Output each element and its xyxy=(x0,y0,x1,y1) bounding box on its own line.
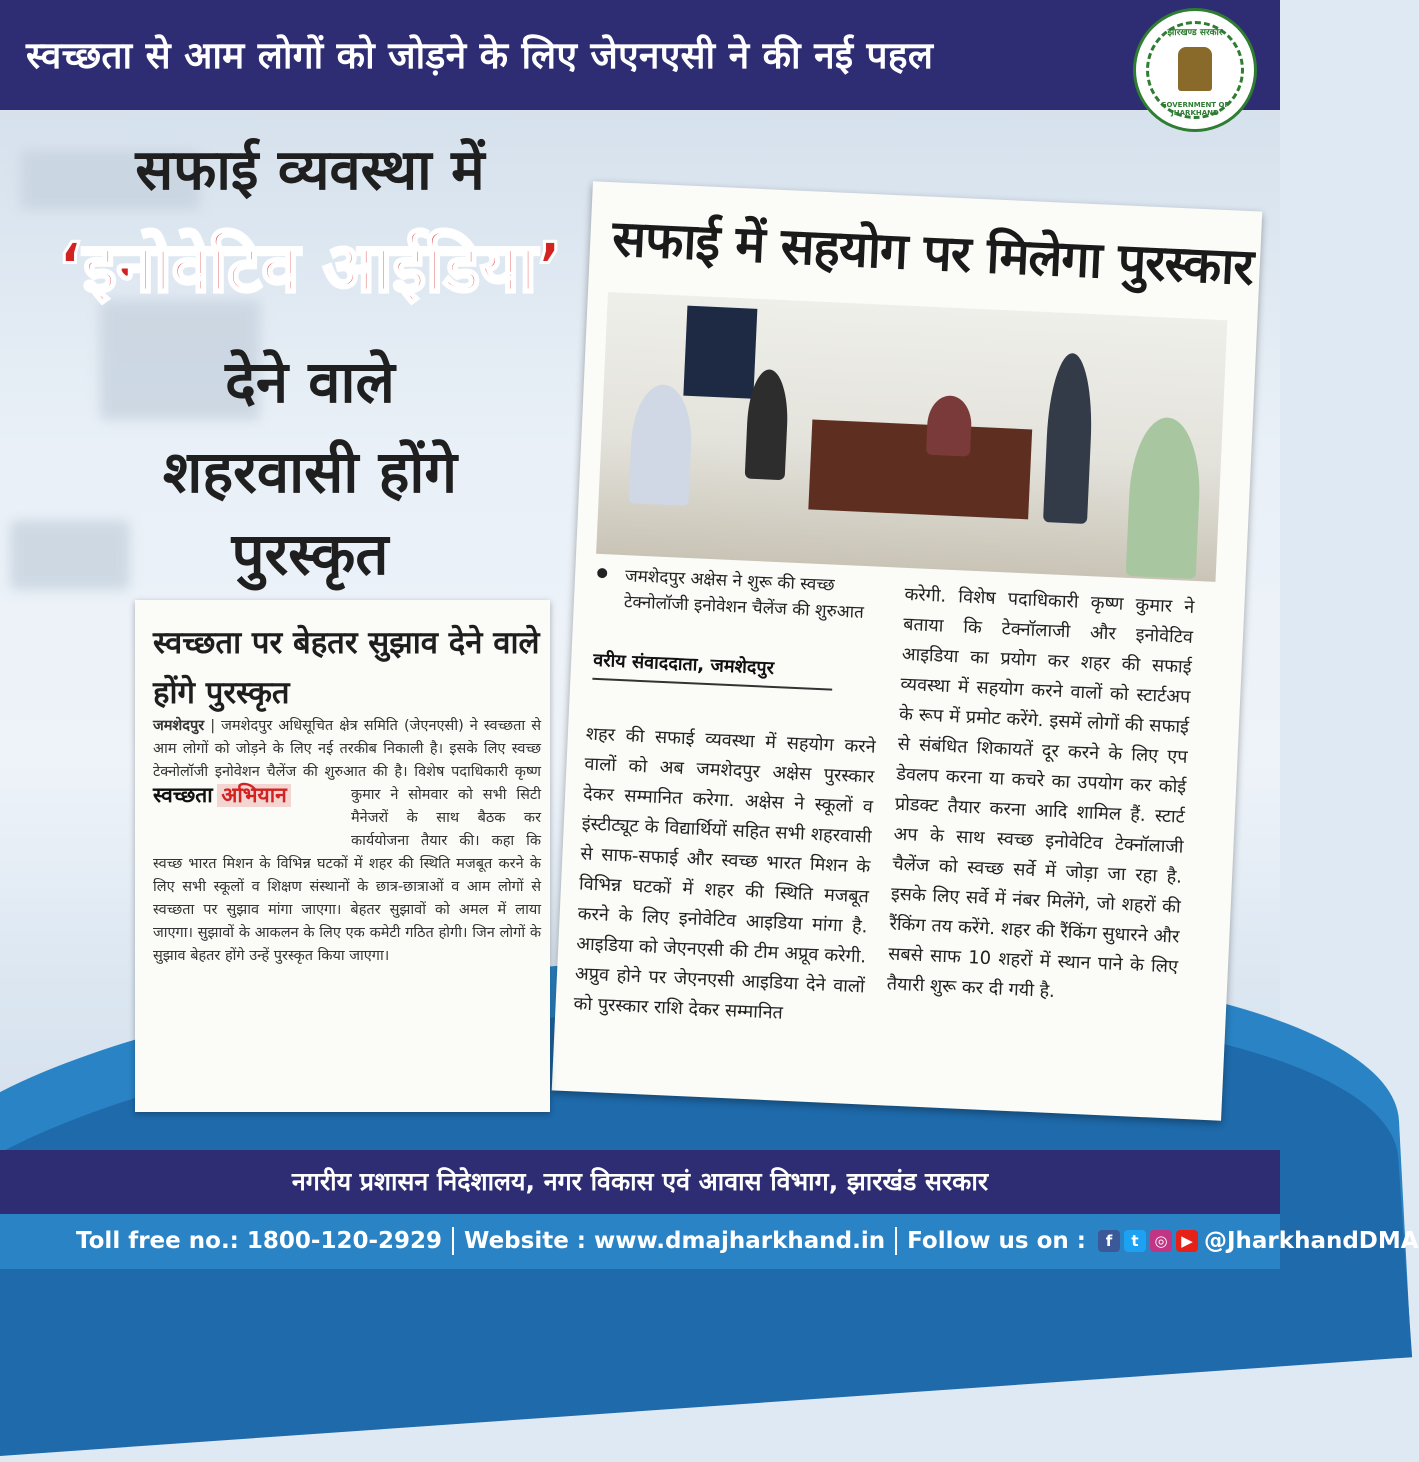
photo-wall-screen xyxy=(683,306,757,399)
meeting-photo xyxy=(596,292,1227,582)
youtube-icon[interactable]: ▶ xyxy=(1176,1230,1198,1252)
government-seal xyxy=(1133,8,1257,132)
photo-person xyxy=(926,395,973,457)
clipping-large-title: सफाई में सहयोग पर मिलेगा पुरस्कार xyxy=(611,209,1255,297)
footer-contact-bar xyxy=(0,1214,1419,1269)
emblem-icon xyxy=(1178,47,1212,91)
photo-desk xyxy=(808,419,1032,519)
seal-bottom-text: GOVERNMENT OF JHARKHAND xyxy=(1160,101,1230,117)
divider xyxy=(895,1227,897,1255)
photo-person xyxy=(628,383,693,506)
headline-line-4: शहरवासी होंगे xyxy=(162,438,458,506)
footer-department-bar xyxy=(0,1150,1280,1214)
photo-person xyxy=(1043,352,1095,524)
clipping-small-para-2: मैनेजरों के साथ बैठक कर कार्ययोजना तैयार की। कहा कि स्वच्छ भारत मिशन के विभिन्न घटकों में शहर की स्थिति मजबूत करने के लिए सभी स्कूलों व शिक्षण संस्थानों के छात्र-छात्राओं व आम लोगों से स्वच्छता पर सुझाव मांगा जाएगा। बेहतर सुझावों को अमल में लाया जाएगा। सुझावों के आकलन के लिए एक कमेटी गठित होगी। जिन लोगों के सुझाव बेहतर होंगे उन्हें पुरस्कृत किया जाएगा। xyxy=(153,810,541,964)
clipping-small-para-1: जमशेदपुर अधिसूचित क्षेत्र समिति (जेएनएसी) ने स्वच्छता से आम लोगों को जोड़ने के लिए नई तरकीब निकाली है। इसके लिए स्वच्छ टेक्नोलॉजी इनोवेशन चैलेंज की शुरुआत की है। विशेष पदाधिकारी कृष्ण कुमार ने सोमवार को सभी सिटी xyxy=(153,718,541,803)
newspaper-clipping-large xyxy=(552,181,1263,1120)
headline-line-5: पुरस्कृत xyxy=(231,520,389,588)
department-text: नगरीय प्रशासन निदेशालय, नगर विकास एवं आवास विभाग, झारखंड सरकार xyxy=(291,1167,989,1196)
photo-caption: जमशेदपुर अक्षेस ने शुरू की स्वच्छ टेक्नोलॉजी इनोवेशन चैलेंज की शुरुआत xyxy=(595,562,887,627)
clipping-small-body: जमशेदपुर | जमशेदपुर अधिसूचित क्षेत्र समिति (जेएनएसी) ने स्वच्छता से आम लोगों को जोड़ने के लिए नई तरकीब निकाली है। इसके लिए स्वच्छ टेक्नोलॉजी इनोवेशन चैलेंज की शुरुआत की है। विशेष पदाधिकारी कृष्ण कुमार ने सोमवार को सभी सिटी स्वच्छता अभियान मैनेजरों के साथ बैठक कर कार्ययोजना तैयार की। कहा कि स्वच्छ भारत मिशन के विभिन्न घटकों में शहर की स्थिति मजबूत करने के लिए सभी स्कूलों व शिक्षण संस्थानों के छात्र-छात्राओं व आम लोगों से स्वच्छता पर सुझाव मांगा जाएगा। बेहतर सुझावों को अमल में लाया जाएगा। सुझावों के आकलन के लिए एक कमेटी गठित होगी। जिन लोगों के सुझाव बेहतर होंगे उन्हें पुरस्कृत किया जाएगा। xyxy=(153,718,541,964)
headline-line-3: देने वाले xyxy=(225,348,395,416)
website-link[interactable]: Website : www.dmajharkhand.in xyxy=(464,1228,886,1254)
newspaper-clipping-small xyxy=(135,600,550,1112)
instagram-icon[interactable]: ◎ xyxy=(1150,1230,1172,1252)
headline-line-1: सफाई व्यवस्था में xyxy=(135,138,485,203)
clipping-small-title: स्वच्छता पर बेहतर सुझाव देने वाले होंगे पुरस्कृत xyxy=(153,625,540,711)
section-tag xyxy=(153,784,343,834)
article-column-right: करेगी. विशेष पदाधिकारी कृष्ण कुमार ने बताया कि टेक्नॉलाजी और इनोवेटिव आइडिया का प्रयोग कर शहर की सफाई व्यवस्था में सहयोग करने वालों को स्टार्टअप के रूप में प्रमोट करेंगे. इसमें लोगों की सफाई से संबंधित शिकायतें दूर करने के लिए एप डेवलप करना या कचरे का उपयोग कर कोई प्रोडक्ट तैयार करना आदि शामिल हैं. स्टार्ट अप के साथ स्वच्छ इनोवेटिव टेक्नॉलाजी चैलेंज को स्वच्छ सर्वे में जोड़ा जा रहा है. इसके लिए सर्वे में नंबर मिलेंगे, जो शहरों की रैंकिंग तय करेंगे. शहर की रैंकिंग सुधारने और सबसे साफ 10 शहरों में स्थान पाने के लिए तैयारी शुरू कर दी गयी है. xyxy=(886,583,1195,1003)
article-column-left: शहर की सफाई व्यवस्था में सहयोग करने वालों को अब जमशेदपुर अक्षेस पुरस्कार देकर सम्मानित करेगा. अक्षेस ने स्कूलों व इंस्टीट्यूट के विद्यार्थियों सहित सभी शहरवासी से साफ-सफाई और स्वच्छ भारत मिशन के विभिन्न घटकों में शहर की स्थिति मजबूत करने के लिए इनोवेटिव आइडिया मांगा है. आइडिया को जेएनएसी की टीम अप्रूव करेगी. अप्रुव होने पर जेएनएसी आइडिया देने वालों को पुरस्कार राशि देकर सम्मानित xyxy=(573,723,877,1024)
facebook-icon[interactable]: f xyxy=(1098,1230,1120,1252)
toll-free-number[interactable]: Toll free no.: 1800-120-2929 xyxy=(76,1228,443,1254)
byline: वरीय संवाददाता, जमशेदपुर xyxy=(592,648,833,691)
seal-top-text: झारखण्ड सरकार xyxy=(1167,28,1223,38)
contact-row xyxy=(76,1225,1419,1257)
follow-label: Follow us on : xyxy=(907,1228,1086,1254)
divider xyxy=(452,1227,454,1255)
twitter-icon[interactable]: t xyxy=(1124,1230,1146,1252)
header-bar xyxy=(0,0,1280,110)
section-tag-label: स्वच्छता xyxy=(153,783,213,807)
photo-person xyxy=(1126,416,1203,579)
dateline: जमशेदपुर xyxy=(153,718,205,734)
header-title: स्वच्छता से आम लोगों को जोड़ने के लिए जेएनएसी ने की नई पहल xyxy=(26,34,934,77)
headline-highlight: ‘इनोवेटिव आईडिया’ xyxy=(57,229,563,308)
social-handle[interactable]: @JharkhandDMA xyxy=(1203,1228,1419,1254)
section-tag-highlight: अभियान xyxy=(217,784,291,807)
